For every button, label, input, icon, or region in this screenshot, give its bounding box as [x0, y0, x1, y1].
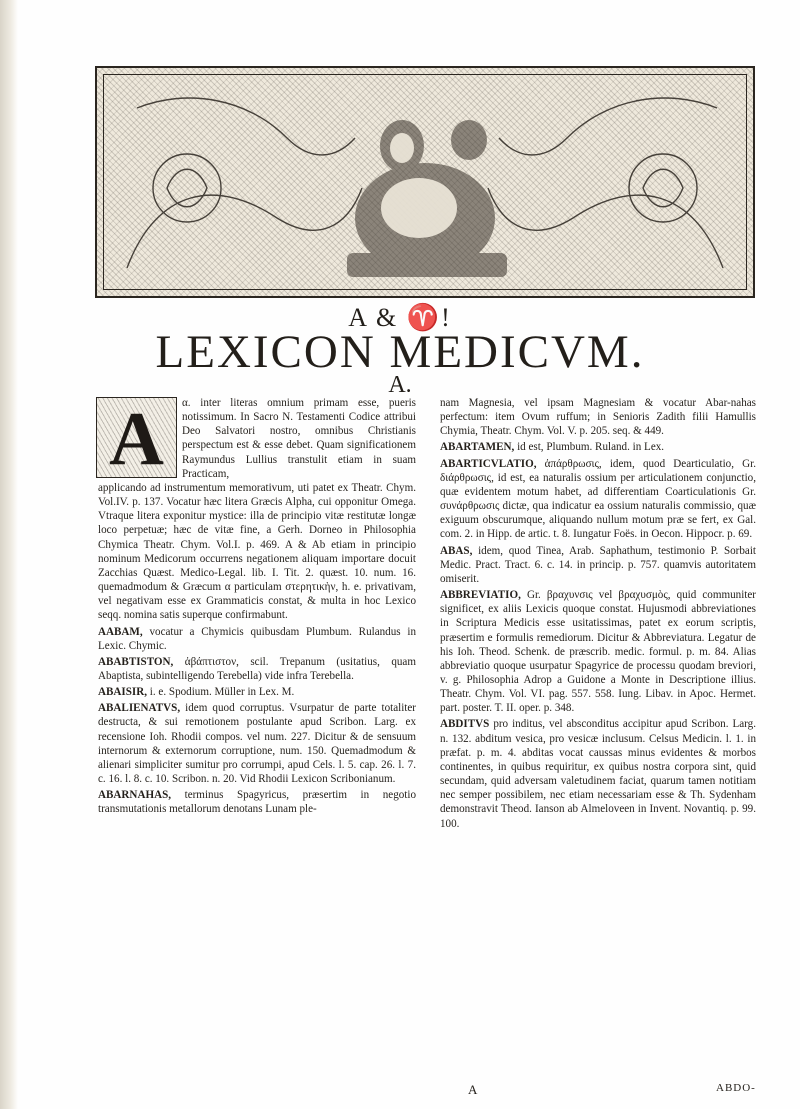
entry-head: ABARTAMEN,	[440, 441, 515, 454]
entry	[98, 788, 416, 816]
entry-text: ἀπάρθρωσις, idem, quod Dearticulatio, Gr. διάρθρωσις, id est, ea naturalis ossium per articulationem conjunctio, quæ evidentem motum habet, ad differentiam Coarticulationis Gr. συνάρθρωσις dictæ, qua indicatur ea ossium naturalis commissio, quæ exiguum obscurumque, aliquando nullum motum præ se fert, ex Gal. com. 2. in Hipp. de artic. t. 8. Iungatur Foës. in Oecon. Hippocr. p. 69.	[440, 457, 756, 541]
entry	[440, 717, 756, 830]
frontispiece-engraving	[95, 66, 755, 298]
signature-mark: A	[468, 1082, 478, 1097]
entry	[440, 440, 756, 454]
entry-head: ABARTICVLATIO,	[440, 457, 537, 470]
entry	[98, 685, 416, 699]
section-letter: A.	[388, 372, 412, 398]
engraving-figure	[97, 68, 753, 296]
entry-text: idem quod corruptus. Vsurpatur de parte totaliter destructa, & sui remotionem postulante apud Scribon. Larg. ex recensione Ioh. Rhodii compos. vel num. 227. Dicitur & de sensuum internorum & externorum corruptione, num. 150. Quemadmodum & alienari simpliciter sumitur pro corrumpi, apud Cels. l. 5. cap. 26. l. 7. c. 16. l. 8. c. 10. Scribon. n. 20. Vid Rhodii Lexicon Scribonianum.	[98, 702, 416, 786]
entry	[98, 701, 416, 786]
entry-text: idem, quod Tinea, Arab. Saphathum, testimonio P. Sorbait Medic. Pract. Tract. 6. c. 14. in princip. p. 757. quamvis autoritatem omiserit.	[440, 544, 756, 585]
entry-text: vocatur a Chymicis quibusdam Plumbum. Rulandus in Lexic. Chymic.	[98, 625, 416, 652]
entry-head: ABAISIR,	[98, 686, 148, 699]
entry	[98, 625, 416, 653]
entry	[440, 588, 756, 715]
entry-text: ἀβάπτιστον, scil. Trepanum (usitatius, quam Abaptista, subintelligendo Terebella) vide infra Terebella.	[98, 655, 416, 682]
entry	[98, 655, 416, 683]
entry-text: terminus Spagyricus, præsertim in negotio transmutationis metallorum denotans Lunam ple-	[98, 789, 416, 816]
right-column	[440, 396, 756, 831]
entry-head: ABARNAHAS,	[98, 789, 172, 802]
page-title: LEXICON MEDICVM.	[155, 326, 645, 378]
entry-head: ABBREVIATIO,	[440, 589, 521, 602]
continuation-text: nam Magnesia, vel ipsam Magnesiam & vocatur Abar-nahas perfectum: item Ovum ruffum; in Senioris Zadith filii Hamullis Chymia, Theatr. Chym. Vol. V. p. 205. seq. & 449.	[440, 397, 756, 438]
page-gutter-shadow	[0, 0, 18, 1109]
entry-head: ABDITVS	[440, 718, 490, 731]
entry-text: id est, Plumbum. Ruland. in Lex.	[517, 441, 665, 454]
entry	[440, 544, 756, 586]
left-column	[98, 396, 416, 817]
catchword: ABDO-	[716, 1082, 756, 1094]
entry-head: AABAM,	[98, 625, 143, 638]
entry	[440, 457, 756, 542]
ornament-line: A & ♈!	[348, 303, 452, 332]
entry-text: i. e. Spodium. Müller in Lex. M.	[149, 686, 295, 699]
entry-text: pro inditus, vel absconditus accipitur apud Scribon. Larg. n. 132. abditum vesica, pro vesicæ inclusum. Celsus Medicin. l. 1. in præfat. p. m. 4. abditas vocat caussas minus evidentes & morbos continentes, in quibus requiritur, ex quibus nostra corpora sint, quid secundam, quid adversam valetudinem faciat, quarum tamen notitiam nec semper possibilem, nec etiam necessariam esse & Th. Sydenham demonstravit Theod. Ianson ab Almeloveen in Invent. Novantiq. p. 99. 100.	[440, 718, 756, 830]
entry-head: ABAS,	[440, 544, 473, 557]
dropcap-letter: A	[109, 397, 164, 481]
entry-head: ABABTISTON,	[98, 655, 174, 668]
entry-text: Gr. βραχυνσις vel βραχυσμὸς, quid communiter significet, ex aliis Lexicis quoque constat. Hujusmodi abbreviationes in Scriptura Medicis esse usitatissimas, patet ex eorum scriptis, præsertim e formulis remediorum. Dicitur & Abbreviatura. Legatur de his Ioh. Theod. Schenk. de præscrib. medic. formul. p. m. 84. Alias abbreviatio quoque usurpatur Spagyrice de processu quodam breviori, v. g. Philosophia Adrop a Guidone a Monte in Descriptione illius. Theatr. Chym. Vol. VI. pag. 557. 558. Iung. Libav. in Apoc. Hermet. part. poster. T. II. oper. p. 348.	[440, 589, 756, 715]
intro-wrapped-text: α. inter literas omnium primam esse, pueris notissimum. In Sacro N. Testamenti Codice attribui Deo Salvatori nostro, omnibus Christianis perspectum est & esse debet. Quam significationem Raymundus Lullius transtulit etiam in suam Practicam,	[182, 397, 416, 480]
intro-text: applicando ad instrumentum memorativum, uti patet ex Theatr. Chym. Vol.IV. p. 137. Vocatur hæc litera Græcis Alpha, cui opponitur Omega. Vtraque litera exponitur mystice: illa de principio vitæ restitutæ longæ loco perpetuæ; hæc de vitæ fine, a Gerh. Dorneo in Philosophia Chymica Theatr. Chym. Vol.I. p. 469. A & Ab etiam in principio nominum Medicorum occurrens negationem aliquam importare docuit Zacchias Quæst. Medico-Legal. lib. I. Tit. 2. quæst. 10. num. 16. quemadmodum & Græcum α particulam στερητικὴν, h. e. privativam, vel negativam esse ex Grammaticis constat, & multa in hoc Lexico seqq. nomina satis superque confirmabunt.	[98, 481, 416, 622]
entry-head: ABALIENATVS,	[98, 702, 181, 715]
